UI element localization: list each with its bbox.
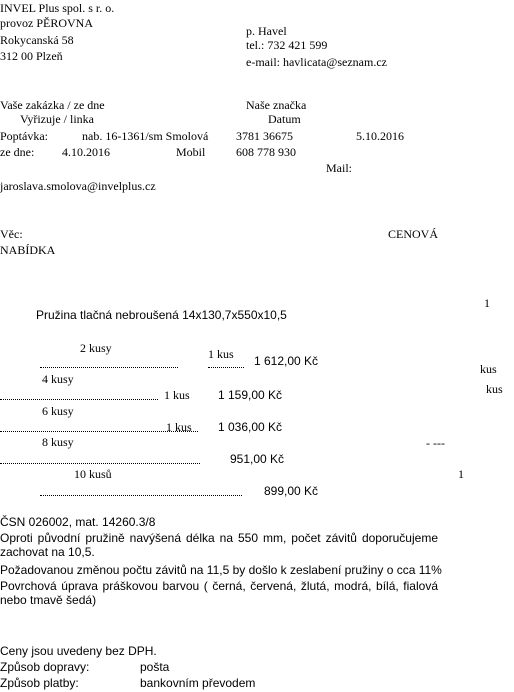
subject-label: Věc: bbox=[0, 227, 23, 241]
tier-price: 899,00 Kč bbox=[264, 484, 319, 498]
side-one: 1 bbox=[458, 467, 464, 481]
from-date: 4.10.2016 bbox=[62, 145, 110, 159]
leader-dots bbox=[40, 367, 178, 368]
inquiry-label: Poptávka: bbox=[0, 129, 48, 143]
tier-unit: 1 kus bbox=[164, 388, 190, 402]
tier-price: 1 612,00 Kč bbox=[254, 354, 319, 368]
tier-unit: 1 kus bbox=[166, 420, 192, 434]
sender-street: Rokycanská 58 bbox=[0, 33, 74, 47]
tier-price: 1 159,00 Kč bbox=[218, 388, 283, 402]
mobile-label: Mobil bbox=[176, 145, 206, 159]
finish-note: Povrchová úprava práškovou barvou ( černá, červená, žlutá, modrá, bílá, fialová nebo tmavě šedá) bbox=[0, 579, 438, 607]
contact-name: p. Havel bbox=[246, 24, 287, 38]
tier-qty: 8 kusy bbox=[42, 435, 74, 449]
contact-email: e-mail: havlicata@seznam.cz bbox=[246, 55, 387, 69]
payment-label: Způsob platby: bbox=[0, 676, 79, 690]
subject-title-b: NABÍDKA bbox=[0, 243, 56, 257]
from-label: ze dne: bbox=[0, 145, 35, 159]
leader-dots bbox=[0, 399, 158, 400]
handles-label: Vyřizuje / linka bbox=[20, 112, 94, 126]
sender-branch: provoz PĚROVNA bbox=[0, 16, 93, 30]
product-name: Pružina tlačná nebroušená 14x130,7x550x10,5 bbox=[36, 308, 287, 322]
tier-unit: 1 kus bbox=[208, 347, 234, 361]
inquiry-phone: 3781 36675 bbox=[236, 129, 293, 143]
tier-qty: 2 kusy bbox=[80, 341, 112, 355]
our-ref-label: Naše značka bbox=[246, 98, 307, 112]
vat-note: Ceny jsou uvedeny bez DPH. bbox=[0, 644, 157, 658]
side-kus: kus bbox=[486, 382, 503, 396]
mail-label: Mail: bbox=[326, 161, 352, 175]
tier-price: 1 036,00 Kč bbox=[218, 420, 283, 434]
contact-phone: tel.: 732 421 599 bbox=[246, 38, 328, 52]
length-note: Oproti původní pružině navýšená délka na 550 mm, počet závitů doporučujeme zachovat na 10,5. bbox=[0, 531, 438, 559]
leader-dots bbox=[208, 367, 244, 368]
your-order-label: Vaše zakázka / ze dne bbox=[0, 98, 105, 112]
tier-qty: 4 kusy bbox=[42, 372, 74, 386]
subject-title-a: CENOVÁ bbox=[388, 227, 438, 241]
transport-value: pošta bbox=[140, 660, 170, 674]
date-label: Datum bbox=[268, 112, 301, 126]
sender-city: 312 00 Plzeň bbox=[0, 49, 63, 63]
tier-price: 951,00 Kč bbox=[230, 452, 285, 466]
tier-qty: 10 kusů bbox=[74, 467, 112, 481]
payment-value: bankovním převodem bbox=[140, 676, 256, 690]
side-dash: - --- bbox=[426, 436, 445, 450]
leader-dots bbox=[40, 495, 242, 496]
inquiry-number: nab. 16-1361/sm Smolová bbox=[82, 129, 209, 143]
tier-qty: 6 kusy bbox=[42, 404, 74, 418]
mail-address: jaroslava.smolova@invelplus.cz bbox=[0, 179, 156, 193]
mobile-number: 608 778 930 bbox=[236, 145, 296, 159]
transport-label: Způsob dopravy: bbox=[0, 660, 90, 674]
coils-note: Požadovanou změnou počtu závitů na 11,5 by došlo k zeslabení pružiny o cca 11% bbox=[0, 563, 442, 577]
sender-company: INVEL Plus spol. s r. o. bbox=[0, 1, 115, 15]
item-number: 1 bbox=[484, 296, 490, 310]
leader-dots bbox=[0, 463, 200, 464]
inquiry-date: 5.10.2016 bbox=[356, 129, 404, 143]
side-kus: kus bbox=[480, 362, 497, 376]
standard-note: ČSN 026002, mat. 14260.3/8 bbox=[0, 515, 156, 529]
